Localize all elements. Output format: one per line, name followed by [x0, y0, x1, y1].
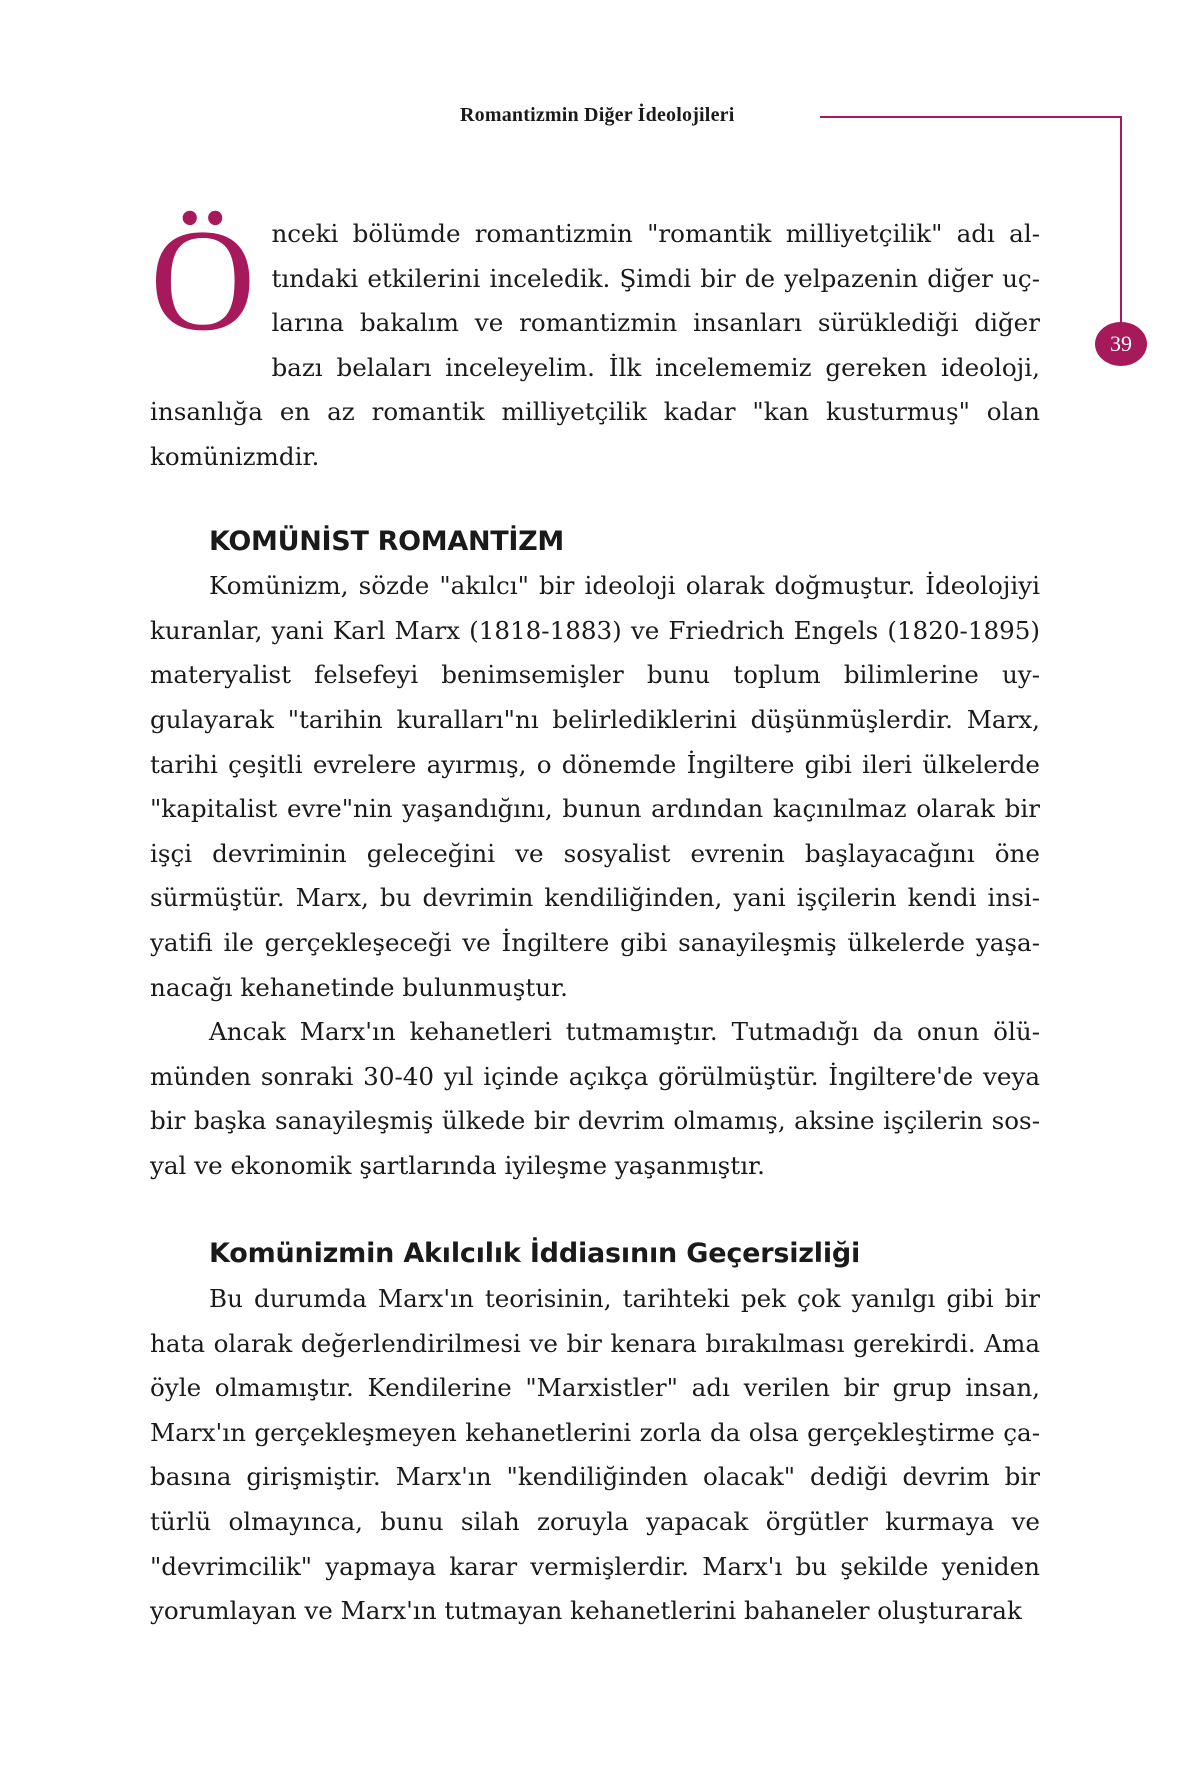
body-paragraph: Komünizm, sözde "akılcı" bir ideoloji olarak doğmuştur. İdeolojiyi kuranlar, yani Karl Marx (1818-1883) ve Friedrich Engels (1820-1895) materyalist felsefeyi benimsemişler bunu toplum bilimlerine uygulayarak "tarihin kuralları"nı belirlediklerini düşünmüşlerdir. Marx, tarihi çeşitli evrelere ayırmış, o dönemde İngiltere gibi ileri ülkelerde "kapitalist evre"nin yaşandığını, bunun ardından kaçınılmaz olarak bir işçi devriminin geleceğini ve sosyalist evrenin başlayacağını öne sürmüştür. Marx, bu devrimin kendiliğinden, yani işçilerin kendi insiyatifi ile gerçekleşeceği ve İngiltere gibi sanayileşmiş ülkelerde yaşanacağı kehanetinde bulunmuştur. — [150, 571, 1040, 1002]
drop-cap: Ö — [150, 199, 256, 361]
page-number-badge: 39 — [1095, 322, 1147, 366]
section-heading-akilcilik-iddiasi: Komünizmin Akılcılık İddiasının Geçersizliği — [209, 1238, 861, 1270]
header-rule-vertical — [1120, 116, 1122, 324]
intro-paragraph — [150, 199, 1040, 480]
running-head-title: Romantizmin Diğer İdeolojileri — [460, 104, 735, 126]
header-rule-horizontal — [820, 116, 1122, 118]
intro-text: nceki bölümde romantizmin "romantik milliyetçilik" adı altındaki etkilerini inceledik. Şimdi bir de yelpazenin diğer uçlarına bakalım ve romantizmin insanları sürüklediği diğer bazı belaları inceleyelim. İlk incelememiz gereken ideoloji, insanlığa en az romantik milliyetçilik kadar "kan kusturmuş" olan komünizmdir. — [150, 219, 1040, 471]
page-body — [150, 199, 1040, 1634]
spacer — [150, 480, 1040, 520]
body-paragraph: Bu durumda Marx'ın teorisinin, tarihteki pek çok yanılgı gibi bir hata olarak değerlendirilmesi ve bir kenara bırakılması gerekirdi. Ama öyle olmamıştır. Kendilerine "Marxistler" adı verilen bir grup insan, Marx'ın gerçekleşmeyen kehanetlerini zorla da olsa gerçekleştirme çabasına girişmiştir. Marx'ın "kendiliğinden olacak" dediği devrim bir türlü olmayınca, bunu silah zoruyla yapacak örgütler kurmaya ve "devrimcilik" yapmaya karar vermişlerdir. Marx'ı bu şekilde yeniden yorumlayan ve Marx'ın tutmayan kehanetlerini bahaneler oluşturarak — [150, 1284, 1040, 1626]
section-heading-komunist-romantizm: KOMÜNİST ROMANTİZM — [209, 525, 564, 557]
body-paragraph: Ancak Marx'ın kehanetleri tutmamıştır. Tutmadığı da onun ölümünden sonraki 30-40 yıl içinde açıkça görülmüştür. İngiltere'de veya bir başka sanayileşmiş ülkede bir devrim olmamış, aksine işçilerin sosyal ve ekonomik şartlarında iyileşme yaşanmıştır. — [150, 1017, 1040, 1180]
spacer — [150, 1188, 1040, 1232]
